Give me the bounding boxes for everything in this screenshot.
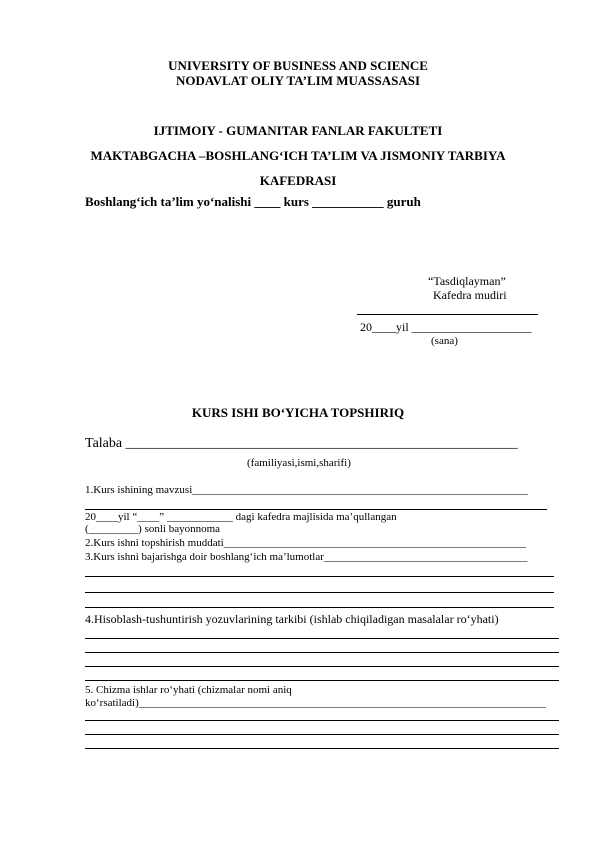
student-field: Talaba ________________________________________________________ bbox=[85, 436, 518, 451]
protocol-number-line: (_________) sonli bayonnoma bbox=[85, 523, 221, 535]
department-name-line1: MAKTABGACHA –BOSHLANG‘ICH TA’LIM VA JISMONIY TARBIYA bbox=[90, 148, 506, 163]
department-name-line2: KAFEDRASI bbox=[259, 173, 337, 188]
date-hint: (sana) bbox=[431, 335, 458, 347]
blank-line bbox=[85, 509, 547, 510]
blank-line bbox=[85, 607, 554, 608]
blank-line bbox=[85, 592, 554, 593]
blank-line bbox=[85, 576, 554, 577]
item-5-drawings-cont: ko‘rsatiladi)__________________________________________________________________________ bbox=[85, 697, 546, 709]
signature-line bbox=[357, 314, 538, 315]
student-field-hint: (familiyasi,ismi,sharifi) bbox=[247, 457, 351, 469]
approval-date-line: 20____yil ____________________ bbox=[360, 320, 532, 334]
blank-line bbox=[85, 638, 559, 639]
item-2-deadline: 2.Kurs ishni topshirish muddati_______________________________________________________ bbox=[85, 537, 527, 549]
faculty-name: IJTIMOIY - GUMANITAR FANLAR FAKULTETI bbox=[153, 123, 443, 138]
blank-line bbox=[85, 666, 559, 667]
institution-name: NODAVLAT OLIY TA’LIM MUASSASASI bbox=[175, 73, 421, 88]
approval-meeting-line: 20____yil “____” ____________ dagi kafedra majlisida ma’qullangan bbox=[85, 511, 397, 523]
approval-title: “Tasdiqlayman” bbox=[428, 274, 506, 288]
blank-line bbox=[85, 652, 559, 653]
blank-line bbox=[85, 748, 559, 749]
direction-course-group: Boshlang‘ich ta’lim yo‘nalishi ____ kurs ___________ guruh bbox=[85, 194, 421, 209]
item-4-contents: 4.Hisoblash-tushuntirish yozuvlarining tarkibi (ishlab chiqiladigan masalalar ro‘yhati) bbox=[85, 612, 499, 626]
item-3-initial-data: 3.Kurs ishni bajarishga doir boshlang‘ich ma’lumotlar_____________________________________ bbox=[85, 551, 528, 563]
item-5-drawings: 5. Chizma ishlar ro‘yhati (chizmalar nomi aniq bbox=[85, 684, 292, 696]
department-head-label: Kafedra mudiri bbox=[433, 288, 507, 302]
blank-line bbox=[85, 680, 559, 681]
university-name: UNIVERSITY OF BUSINESS AND SCIENCE bbox=[168, 58, 428, 73]
assignment-title: KURS ISHI BO‘YICHA TOPSHIRIQ bbox=[191, 405, 405, 420]
item-1-topic: 1.Kurs ishining mavzusi_____________________________________________________________ bbox=[85, 484, 528, 496]
blank-line bbox=[85, 734, 559, 735]
blank-line bbox=[85, 720, 559, 721]
